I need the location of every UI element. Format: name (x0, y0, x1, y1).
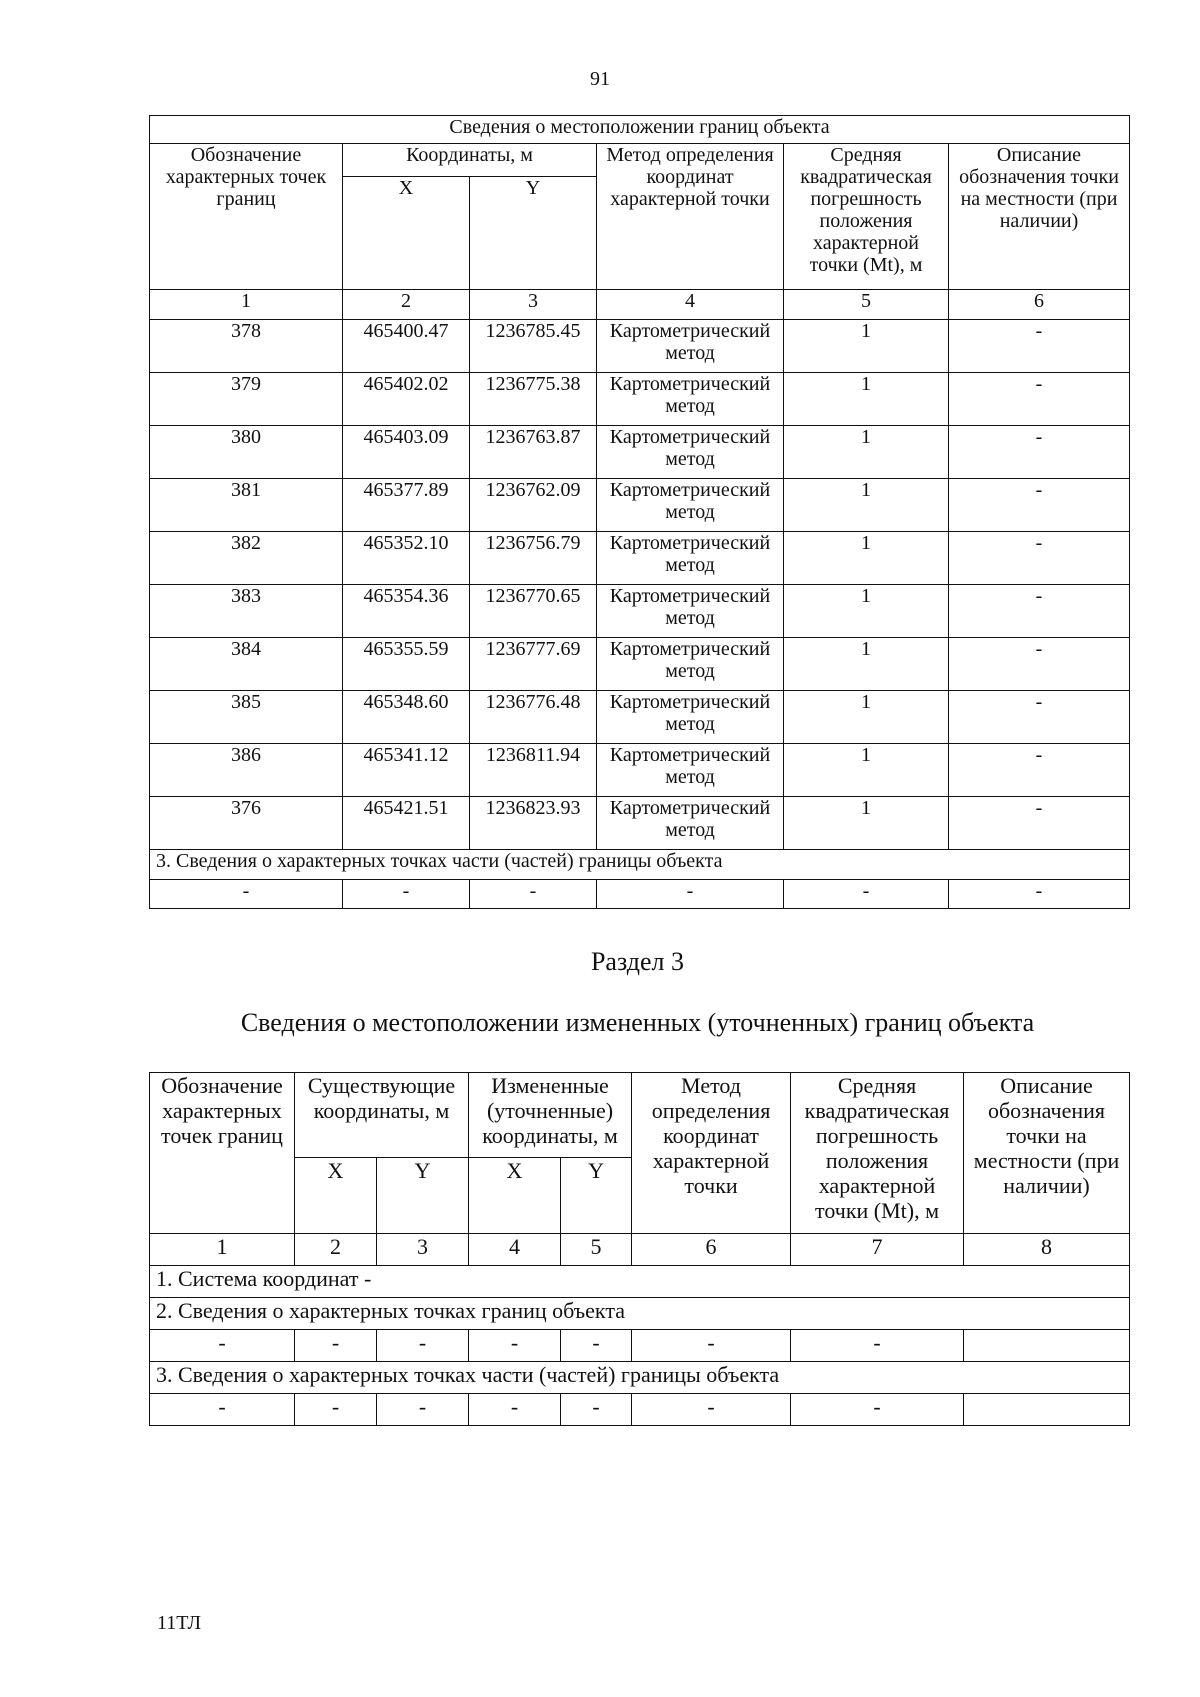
method-cell: Картометрический метод (597, 744, 784, 797)
header-y-existing: Y (377, 1158, 469, 1234)
header-description: Описание обозначения точки на местности (при наличии) (949, 144, 1130, 290)
method-cell: Картометрический метод (597, 479, 784, 532)
description-cell: - (949, 744, 1130, 797)
description-cell: - (949, 532, 1130, 585)
dash-cell: - (150, 1394, 295, 1426)
description-cell: - (949, 479, 1130, 532)
method-cell: Картометрический метод (597, 691, 784, 744)
y-cell: 1236823.93 (470, 797, 597, 850)
x-cell: 465377.89 (343, 479, 470, 532)
description-cell: - (949, 638, 1130, 691)
point-cell: 382 (150, 532, 343, 585)
column-number: 5 (561, 1234, 632, 1266)
header-x-existing: X (295, 1158, 377, 1234)
point-cell: 378 (150, 320, 343, 373)
header-point: Обозначение характерных точек границ (150, 1073, 295, 1234)
dash-cell: - (470, 880, 597, 909)
point-cell: 376 (150, 797, 343, 850)
boundary-points-table (149, 115, 1130, 909)
points-section-label: 2. Сведения о характерных точках границ объекта (150, 1298, 1130, 1330)
table-row (150, 532, 1130, 585)
table-row (150, 1394, 1130, 1426)
accuracy-cell: 1 (784, 320, 949, 373)
table-row (150, 479, 1130, 532)
header-description: Описание обозначения точки на местности (при наличии) (964, 1073, 1130, 1234)
y-cell: 1236776.48 (470, 691, 597, 744)
method-cell: Картометрический метод (597, 426, 784, 479)
table-row (150, 638, 1130, 691)
header-method: Метод определения координат характерной точки (632, 1073, 791, 1234)
point-cell: 380 (150, 426, 343, 479)
header-row (150, 1073, 1130, 1158)
column-number: 2 (295, 1234, 377, 1266)
accuracy-cell: 1 (784, 691, 949, 744)
accuracy-cell: 1 (784, 585, 949, 638)
method-cell: Картометрический метод (597, 638, 784, 691)
section-row (150, 850, 1130, 880)
table-title: Сведения о местоположении границ объекта (150, 116, 1130, 144)
dash-cell: - (469, 1330, 561, 1362)
column-number: 5 (784, 290, 949, 320)
dash-cell: - (791, 1330, 964, 1362)
header-existing-coords: Существующие координаты, м (295, 1073, 469, 1158)
method-cell: Картометрический метод (597, 373, 784, 426)
description-cell: - (949, 373, 1130, 426)
dash-cell: - (632, 1330, 791, 1362)
x-cell: 465402.02 (343, 373, 470, 426)
y-cell: 1236777.69 (470, 638, 597, 691)
table-row (150, 373, 1130, 426)
header-y: Y (470, 177, 597, 290)
column-number: 8 (964, 1234, 1130, 1266)
description-cell: - (949, 320, 1130, 373)
table-row (150, 744, 1130, 797)
dash-cell: - (561, 1394, 632, 1426)
coordinate-system-label: 1. Система координат - (150, 1266, 1130, 1298)
column-number: 7 (791, 1234, 964, 1266)
method-cell: Картометрический метод (597, 532, 784, 585)
column-number: 3 (377, 1234, 469, 1266)
accuracy-cell: 1 (784, 373, 949, 426)
y-cell: 1236811.94 (470, 744, 597, 797)
x-cell: 465421.51 (343, 797, 470, 850)
dash-cell: - (784, 880, 949, 909)
header-row (150, 144, 1130, 177)
y-cell: 1236775.38 (470, 373, 597, 426)
header-x: X (343, 177, 470, 290)
y-cell: 1236756.79 (470, 532, 597, 585)
changed-boundaries-table (149, 1072, 1130, 1426)
point-cell: 379 (150, 373, 343, 426)
dash-cell: - (295, 1330, 377, 1362)
header-coords: Координаты, м (343, 144, 597, 177)
column-number: 1 (150, 1234, 295, 1266)
column-number: 6 (949, 290, 1130, 320)
accuracy-cell: 1 (784, 744, 949, 797)
table-row (150, 691, 1130, 744)
dash-cell: - (377, 1330, 469, 1362)
y-cell: 1236785.45 (470, 320, 597, 373)
column-number: 6 (632, 1234, 791, 1266)
dash-cell: - (295, 1394, 377, 1426)
x-cell: 465400.47 (343, 320, 470, 373)
dash-cell: - (150, 1330, 295, 1362)
point-cell: 385 (150, 691, 343, 744)
description-cell: - (949, 691, 1130, 744)
description-cell: - (949, 585, 1130, 638)
column-number: 1 (150, 290, 343, 320)
x-cell: 465355.59 (343, 638, 470, 691)
dash-cell: - (469, 1394, 561, 1426)
column-number: 4 (597, 290, 784, 320)
accuracy-cell: 1 (784, 479, 949, 532)
header-changed-coords: Измененные (уточненные) координаты, м (469, 1073, 632, 1158)
header-x-changed: X (469, 1158, 561, 1234)
point-cell: 383 (150, 585, 343, 638)
section-row (150, 1266, 1130, 1298)
x-cell: 465354.36 (343, 585, 470, 638)
accuracy-cell: 1 (784, 426, 949, 479)
point-cell: 381 (150, 479, 343, 532)
dash-cell: - (343, 880, 470, 909)
x-cell: 465348.60 (343, 691, 470, 744)
section-row (150, 1362, 1130, 1394)
column-number: 3 (470, 290, 597, 320)
point-cell: 384 (150, 638, 343, 691)
accuracy-cell: 1 (784, 532, 949, 585)
y-cell: 1236763.87 (470, 426, 597, 479)
section-subtitle: Сведения о местоположении измененных (уточненных) границ объекта (240, 1008, 1035, 1037)
empty-cell (964, 1394, 1130, 1426)
method-cell: Картометрический метод (597, 320, 784, 373)
header-y-changed: Y (561, 1158, 632, 1234)
header-accuracy: Средняя квадратическая погрешность положения характерной точки (Mt), м (791, 1073, 964, 1234)
dash-cell: - (632, 1394, 791, 1426)
column-number-row (150, 1234, 1130, 1266)
section-row (150, 1298, 1130, 1330)
dash-cell: - (150, 880, 343, 909)
header-accuracy: Средняя квадратическая погрешность положения характерной точки (Mt), м (784, 144, 949, 290)
table-title-row (150, 116, 1130, 144)
header-method: Метод определения координат характерной точки (597, 144, 784, 290)
page-number: 91 (590, 68, 610, 90)
table-row (150, 320, 1130, 373)
dash-cell: - (597, 880, 784, 909)
column-number: 2 (343, 290, 470, 320)
table-row (150, 585, 1130, 638)
description-cell: - (949, 426, 1130, 479)
dash-cell: - (561, 1330, 632, 1362)
parts-section-label: 3. Сведения о характерных точках части (частей) границы объекта (150, 850, 1130, 880)
column-number-row (150, 290, 1130, 320)
section-title: Раздел 3 (590, 947, 685, 976)
dash-cell: - (377, 1394, 469, 1426)
method-cell: Картометрический метод (597, 797, 784, 850)
parts-section-label: 3. Сведения о характерных точках части (частей) границы объекта (150, 1362, 1130, 1394)
accuracy-cell: 1 (784, 638, 949, 691)
accuracy-cell: 1 (784, 797, 949, 850)
dash-cell: - (949, 880, 1130, 909)
x-cell: 465352.10 (343, 532, 470, 585)
header-point: Обозначение характерных точек границ (150, 144, 343, 290)
footer-code: 11ТЛ (157, 1612, 202, 1634)
y-cell: 1236762.09 (470, 479, 597, 532)
dash-cell: - (791, 1394, 964, 1426)
x-cell: 465341.12 (343, 744, 470, 797)
description-cell: - (949, 797, 1130, 850)
point-cell: 386 (150, 744, 343, 797)
x-cell: 465403.09 (343, 426, 470, 479)
column-number: 4 (469, 1234, 561, 1266)
y-cell: 1236770.65 (470, 585, 597, 638)
table-row (150, 797, 1130, 850)
table-row (150, 1330, 1130, 1362)
table-row (150, 426, 1130, 479)
empty-cell (964, 1330, 1130, 1362)
method-cell: Картометрический метод (597, 585, 784, 638)
table-row (150, 880, 1130, 909)
